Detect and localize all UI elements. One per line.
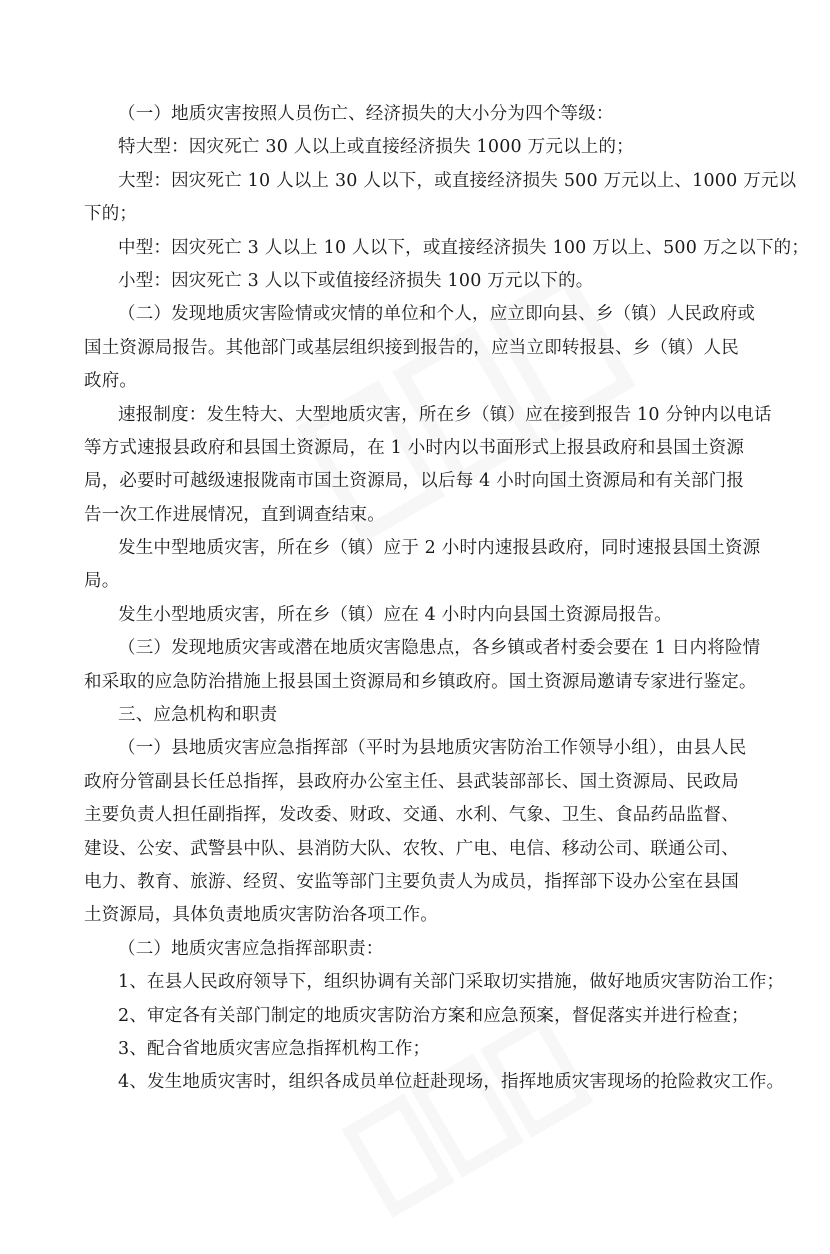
text-line: （三）发现地质灾害或潜在地质灾害隐患点，各乡镇或者村委会要在 1 日内将险情 [118, 638, 761, 659]
text-line: 下的； [84, 204, 138, 225]
text-line: 特大型：因灾死亡 30 人以上或直接经济损失 1000 万元以上的； [118, 137, 634, 158]
text-line: 主要负责人担任副指挥，发改委、财政、交通、水利、气象、卫生、食品药品监督、 [84, 805, 739, 826]
text-line: 政府。 [84, 371, 138, 392]
text-line: 局。 [84, 571, 120, 592]
text-line: 速报制度：发生特大、大型地质灾害，所在乡（镇）应在接到报告 10 分钟内以电话 [118, 404, 772, 425]
text-line: 等方式速报县政府和县国土资源局，在 1 小时内以书面形式上报县政府和县国土资源 [84, 437, 745, 458]
text-line: 大型：因灾死亡 10 人以上 30 人以下，或直接经济损失 500 万元以上、1000 万元以 [118, 170, 797, 191]
text-line: 电力、教育、旅游、经贸、安监等部门主要负责人为成员，指挥部下设办公室在县国 [84, 871, 739, 892]
text-line: 土资源局，具体负责地质灾害防治各项工作。 [84, 905, 438, 926]
text-line: 中型：因灾死亡 3 人以上 10 人以下，或直接经济损失 100 万以上、500 万之以下的； [118, 237, 810, 258]
text-line: （一）地质灾害按照人员伤亡、经济损失的大小分为四个等级： [118, 104, 614, 124]
text-line: 政府分管副县长任总指挥，县政府办公室主任、县武装部部长、国土资源局、民政局 [84, 771, 739, 792]
text-line: 发生小型地质灾害，所在乡（镇）应在 4 小时内向县国土资源局报告。 [118, 604, 672, 625]
section-heading: 三、应急机构和职责 [118, 705, 278, 726]
text-line: 局，必要时可越级速报陇南市国土资源局，以后每 4 小时向国土资源局和有关部门报 [84, 471, 745, 492]
list-item: 2、审定各有关部门制定的地质灾害防治方案和应急预案，督促落实并进行检查； [118, 1005, 749, 1026]
text-line: 和采取的应急防治措施上报县国土资源局和乡镇政府。国土资源局邀请专家进行鉴定。 [84, 671, 757, 692]
text-line: （一）县地质灾害应急指挥部（平时为县地质灾害防治工作领导小组），由县人民 [118, 738, 747, 759]
text-line: 告一次工作进展情况，直到调查结束。 [84, 504, 385, 525]
list-item: 3、配合省地质灾害应急指挥机构工作； [118, 1038, 431, 1059]
text-line: 建设、公安、武警县中队、县消防大队、农牧、广电、电信、移动公司、联通公司、 [84, 838, 739, 859]
text-line: 发生中型地质灾害，所在乡（镇）应于 2 小时内速报县政府，同时速报县国土资源 [118, 538, 761, 559]
text-line: 小型：因灾死亡 3 人以下或值接经济损失 100 万元以下的。 [118, 270, 594, 291]
text-line: 国土资源局报告。其他部门或基层组织接到报告的，应当立即转报县、乡（镇）人民 [84, 337, 739, 358]
text-line: （二）发现地质灾害险情或灾情的单位和个人，应立即向县、乡（镇）人民政府或 [118, 304, 756, 325]
list-item: 1、在县人民政府领导下，组织协调有关部门采取切实措施，做好地质灾害防治工作； [118, 972, 785, 993]
list-item: 4、发生地质灾害时，组织各成员单位赶赴现场，指挥地质灾害现场的抢险救灾工作。 [118, 1072, 785, 1093]
document-body [84, 98, 810, 1100]
text-line: （二）地质灾害应急指挥部职责： [118, 938, 384, 959]
